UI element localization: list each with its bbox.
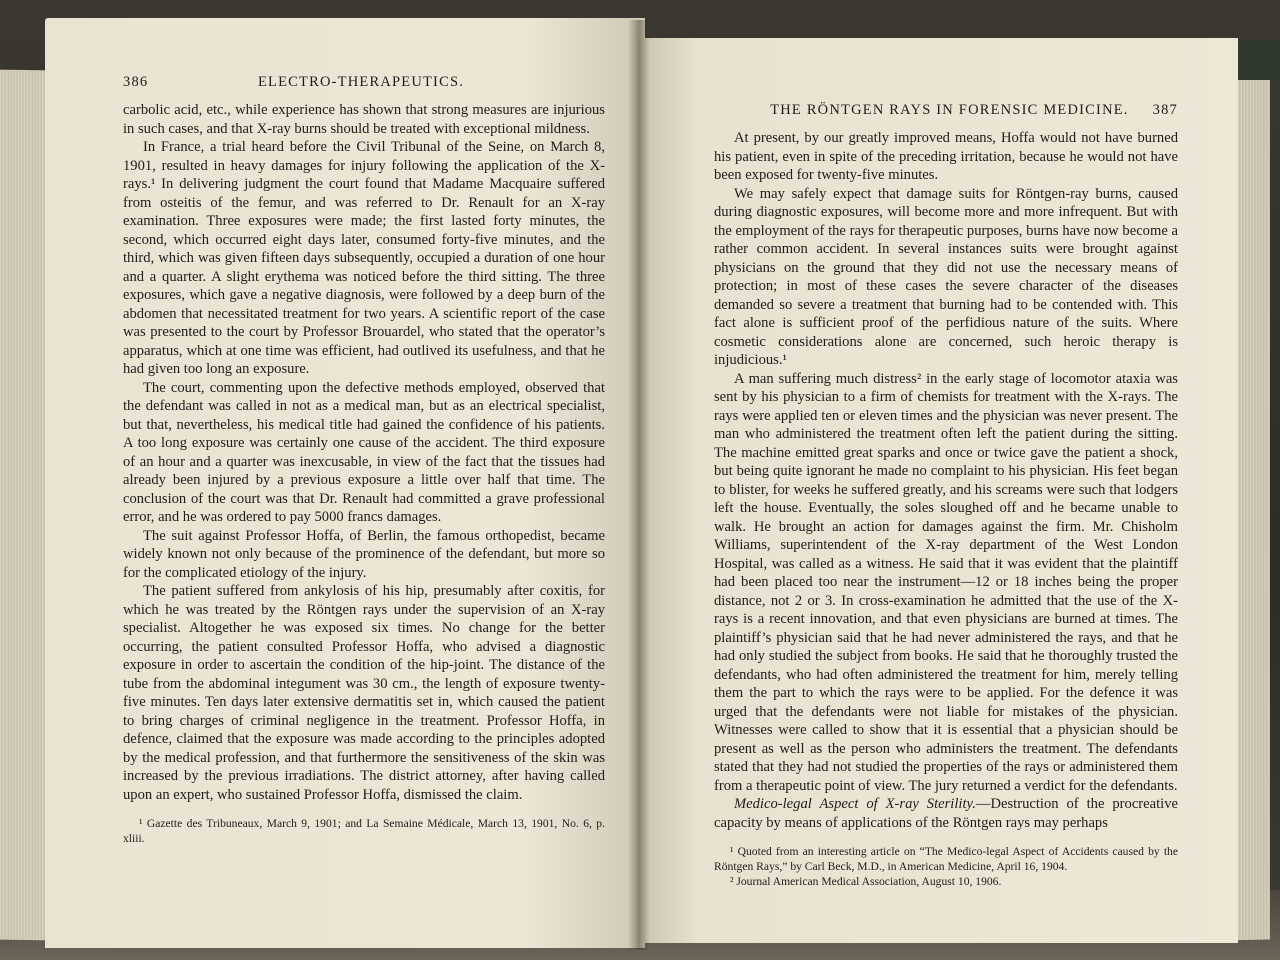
right-page-body xyxy=(714,129,1178,832)
paragraph: The suit against Professor Hoffa, of Berlin, the famous orthopedist, became widely known not only because of the prominence of the defendant, but more so for the complicated etiology of the injury. xyxy=(123,527,605,581)
running-head-title: THE RÖNTGEN RAYS IN FORENSIC MEDICINE. xyxy=(770,102,1129,118)
footnote: ¹ Quoted from an interesting article on “The Medico-legal Aspect of Accidents caused by the Röntgen Rays,” by Carl Beck, M.D., in American Medicine, April 16, 1904. xyxy=(714,845,1178,873)
paragraph-text: —Destruction of the procreative capacity by means of applications of the Röntgen rays may perhaps xyxy=(714,796,1178,831)
book-cover-corner xyxy=(1235,40,1280,80)
page-number: 387 xyxy=(1152,102,1178,118)
paragraph: In France, a trial heard before the Civil Tribunal of the Seine, on March 8, 1901, resulted in heavy damages for injury following the application of the X-rays.¹ In delivering judgment the court found that Madame Macquaire suffered from osteitis of the femur, and was referred to Dr. Renault for an X-ray examination. Three exposures were made; the first lasted forty minutes, the second, which occurred eight days later, consumed forty-five minutes, and the third, which was given fifteen days subsequently, occupied a duration of one hour and a quarter. A slight erythema was noticed before the third sitting. The three exposures, which gave a negative diagnosis, were followed by a deep burn of the abdomen that necessitated treatment for two years. A scientific report of the case was presented to the court by Professor Brouardel, who stated that the operator’s apparatus, which at one time was efficient, had outlived its usefulness, and that he had given too long an exposure. xyxy=(123,139,605,377)
page-number: 386 xyxy=(123,74,149,90)
footnote: ² Journal American Medical Association, August 10, 1906. xyxy=(730,875,1002,888)
right-page xyxy=(638,38,1238,943)
right-running-head xyxy=(714,102,1178,119)
left-page-edges xyxy=(0,70,50,941)
paragraph: The court, commenting upon the defective methods employed, observed that the defendant was called in not as a medical man, but as an electrical specialist, but that, nevertheless, his medical title had gained the confidence of his patients. A too long exposure was certainly one cause of the accident. The third exposure of an hour and a quarter was inexcusable, in view of the fact that the tissues had already been injured by a previous exposure a little over half that time. The conclusion of the court was that Dr. Renault had committed a grave professional error, and he was ordered to pay 5000 francs damages. xyxy=(123,379,605,525)
left-page xyxy=(45,18,645,948)
left-page-body xyxy=(123,101,605,804)
section-lead-italic: Medico-legal Aspect of X-ray Sterility. xyxy=(734,796,976,812)
paragraph xyxy=(714,795,1178,832)
paragraph: At present, by our greatly improved means, Hoffa would not have burned his patient, even in spite of the preceding irritation, because he would not have been exposed for twenty-five minutes. xyxy=(714,130,1178,183)
paragraph: The patient suffered from ankylosis of his hip, presumably after coxitis, for which he was treated by the Röntgen rays under the supervision of an X-ray specialist. Altogether he was exposed six times. No change for the better occurring, the patient consulted Professor Hoffa, who advised a diagnostic exposure in order to ascertain the condition of the hip-joint. The distance of the tube from the abdominal integument was 30 cm., the length of exposure twenty-five minutes. Ten days later extensive dermatitis set in, which caused the patient to bring charges of criminal negligence in the treatment. Professor Hoffa, in defence, claimed that the exposure was made according to the principles adopted by the medical profession, and that furthermore the sensitiveness of the skin was increased by the previous irradiations. The district attorney, after having called upon an expert, who sustained Professor Hoffa, dismissed the claim. xyxy=(123,583,605,803)
paragraph: carbolic acid, etc., while experience has shown that strong measures are injurious in such cases, and that X-ray burns should be treated with exceptional mildness. xyxy=(123,102,605,137)
paragraph: A man suffering much distress² in the early stage of locomotor ataxia was sent by his physician to a firm of chemists for treatment with the X-rays. The rays were applied ten or eleven times and the physician was never present. The man who administered the treatment often left the patient during the sitting. The machine emitted great sparks and once or twice gave the patient a shock, but being quite ignorant he made no complaint to his physician. His feet began to blister, for weeks he suffered greatly, and his screams were such that lodgers left the house. Eventually, the soles sloughed off and he became unable to walk. He brought an action for damages against the firm. Mr. Chisholm Williams, superintendent of the X-ray department of the West London Hospital, was called as a witness. He said that it was evident that the plaintiff had been placed too near the instrument—12 or 18 inches being the proper distance, not 2 or 3. In cross-examination he admitted that the use of the X-rays is a recent innovation, and that even physicians are burned at times. The plaintiff’s physician said that he had never administered the rays, and that he had only studied the subject from books. He said that he thoroughly trusted the defendants, who had often administered the treatment for him, merely telling them the part to which the rays were to be applied. For the defence it was urged that the defendants were not liable for mistakes of the physician. Witnesses were called to show that it is essential that a physician should be present as well as the person who administers the treatment. The defendants stated that they had not studied the properties of the rays or administered them from a therapeutic point of view. The jury returned a verdict for the defendants. xyxy=(714,370,1178,794)
footnote: ¹ Gazette des Tribuneaux, March 9, 1901; and La Semaine Médicale, March 13, 1901, No. 6, p. xliii. xyxy=(123,817,605,845)
right-footnotes xyxy=(714,844,1178,889)
left-footnotes xyxy=(123,816,605,846)
running-head-title: ELECTRO-THERAPEUTICS. xyxy=(258,74,465,90)
paragraph: We may safely expect that damage suits for Röntgen-ray burns, caused during diagnostic exposures, will become more and more infrequent. But with the employment of the rays for therapeutic purposes, burns have now become a rather common accident. In several instances suits were brought against physicians on the ground that they did not use the necessary means of protection; in most of these cases the severe character of the diseases demanded so severe a treatment that burning had to be contended with. This fact alone is sufficient proof of the perfidious nature of the suits. Where cosmetic considerations alone are concerned, such heroic therapy is injudicious.¹ xyxy=(714,185,1178,368)
book-gutter xyxy=(628,20,650,950)
left-running-head xyxy=(123,74,605,91)
